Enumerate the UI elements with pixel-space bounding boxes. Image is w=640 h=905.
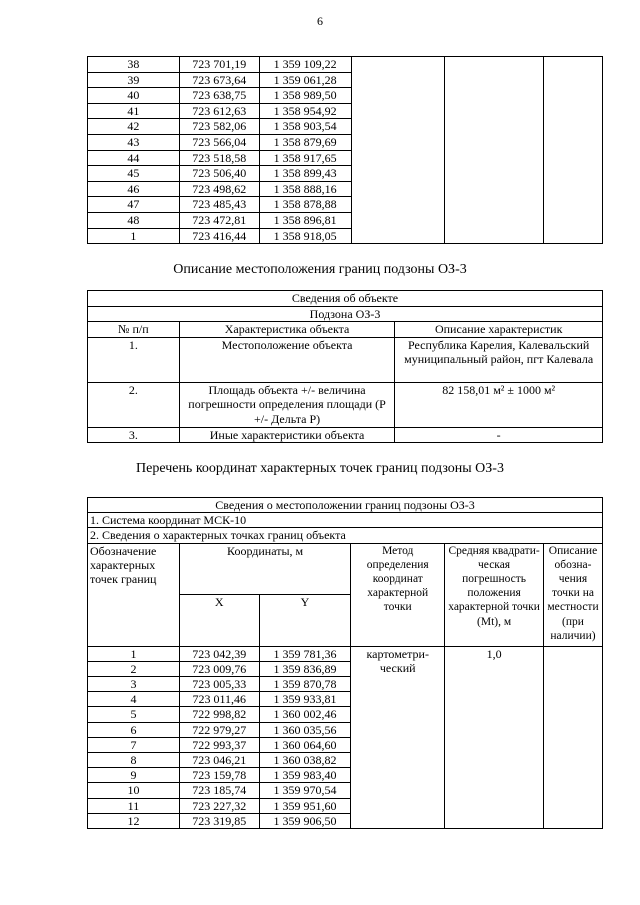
object-description-caption: Описание местоположения границ подзоны ОЗ-3	[173, 262, 467, 277]
point-number: 5	[88, 707, 180, 722]
point-number: 7	[88, 737, 180, 752]
col-error-header	[445, 543, 544, 646]
coord-y: 1 358 879,69	[259, 134, 351, 150]
point-number: 8	[88, 753, 180, 768]
coord-y: 1 359 836,89	[259, 661, 351, 676]
coord-x: 723 506,40	[179, 166, 259, 182]
coordinates-list-caption: Перечень координат характерных точек границ подзоны ОЗ-3	[136, 461, 504, 476]
point-number: 39	[88, 72, 180, 88]
coord-x: 722 993,37	[179, 737, 259, 752]
coord-y: 1 358 903,54	[259, 119, 351, 135]
coord-x: 723 673,64	[179, 72, 259, 88]
coord-y: 1 358 918,05	[259, 228, 351, 244]
col-x-header: X	[179, 595, 259, 647]
coord-x: 723 472,81	[179, 212, 259, 228]
coord-x: 723 416,44	[179, 228, 259, 244]
coord-x: 723 005,33	[179, 677, 259, 692]
coord-y: 1 360 002,46	[259, 707, 351, 722]
coord-x: 723 159,78	[179, 768, 259, 783]
coord-x: 722 998,82	[179, 707, 259, 722]
page-number: 6	[317, 14, 323, 28]
coord-y: 1 359 983,40	[259, 768, 351, 783]
coord-y: 1 358 896,81	[259, 212, 351, 228]
point-description-value	[543, 646, 602, 828]
point-number: 1	[88, 646, 180, 661]
point-number: 45	[88, 166, 180, 182]
coord-y: 1 359 933,81	[259, 692, 351, 707]
col-method-header: Метод определения координат характерной точки	[351, 543, 445, 646]
point-number: 46	[88, 181, 180, 197]
point-number: 38	[88, 57, 180, 73]
point-number: 47	[88, 197, 180, 213]
boundary-coordinates-table	[87, 497, 603, 829]
point-number: 9	[88, 768, 180, 783]
point-number: 48	[88, 212, 180, 228]
coord-x: 723 046,21	[179, 753, 259, 768]
point-number: 40	[88, 88, 180, 104]
col-y-header: Y	[259, 595, 351, 647]
subzone-header: Подзона ОЗ-3	[88, 306, 603, 322]
object-description-table	[87, 290, 603, 443]
row-description: 82 158,01 м² ± 1000 м²	[395, 382, 603, 427]
point-number: 12	[88, 813, 180, 828]
location-info-header: Сведения о местоположении границ подзоны ОЗ-3	[88, 498, 603, 513]
point-number: 1	[88, 228, 180, 244]
point-number: 6	[88, 722, 180, 737]
col-error-header-text: Средняя квадрати-ческая погрешность положения характерной точки (Mt), м	[448, 544, 540, 628]
description-cell	[544, 57, 603, 244]
coord-x: 723 701,19	[179, 57, 259, 73]
method-value: картометри-ческий	[351, 646, 445, 828]
coord-y: 1 360 064,60	[259, 737, 351, 752]
point-number: 4	[88, 692, 180, 707]
coord-x: 723 319,85	[179, 813, 259, 828]
coord-x: 723 485,43	[179, 197, 259, 213]
row-description: Республика Карелия, Калевальский муниципальный район, пгт Калевала	[395, 337, 603, 382]
row-characteristic: Местоположение объекта	[179, 337, 395, 382]
col-coordinates-header: Координаты, м	[179, 543, 350, 595]
coord-y: 1 359 061,28	[259, 72, 351, 88]
coord-y: 1 359 870,78	[259, 677, 351, 692]
coord-x: 723 009,76	[179, 661, 259, 676]
coordinate-system: 1. Система координат МСК-10	[88, 513, 603, 528]
object-info-header: Сведения об объекте	[88, 291, 603, 307]
point-number: 3	[88, 677, 180, 692]
coord-y: 1 359 970,54	[259, 783, 351, 798]
col-point-description-header: Описание обозна-чения точки на местности (при наличии)	[543, 543, 602, 646]
coord-y: 1 358 888,16	[259, 181, 351, 197]
coord-x: 723 042,39	[179, 646, 259, 661]
row-characteristic: Иные характеристики объекта	[179, 427, 395, 443]
coordinates-continuation-table	[87, 56, 603, 244]
coord-y: 1 360 035,56	[259, 722, 351, 737]
coord-x: 723 498,62	[179, 181, 259, 197]
coord-y: 1 359 109,22	[259, 57, 351, 73]
coord-x: 723 227,32	[179, 798, 259, 813]
col-characteristic-header: Характеристика объекта	[179, 322, 395, 338]
coord-y: 1 358 954,92	[259, 103, 351, 119]
coord-y: 1 359 951,60	[259, 798, 351, 813]
error-cell	[445, 57, 544, 244]
coord-x: 723 612,63	[179, 103, 259, 119]
coord-x: 723 185,74	[179, 783, 259, 798]
points-section-title: 2. Сведения о характерных точках границ объекта	[88, 528, 603, 543]
col-designation-header: Обозначение характерных точек границ	[88, 543, 180, 646]
col-number-header: № п/п	[88, 322, 180, 338]
coord-y: 1 359 781,36	[259, 646, 351, 661]
row-description: -	[395, 427, 603, 443]
point-number: 11	[88, 798, 180, 813]
table-row	[88, 57, 603, 73]
coord-x: 723 566,04	[179, 134, 259, 150]
point-number: 43	[88, 134, 180, 150]
table-row	[88, 646, 603, 661]
coord-x: 723 518,58	[179, 150, 259, 166]
row-characteristic: Площадь объекта +/- величина погрешности определения площади (Р +/- Дельта Р)	[179, 382, 395, 427]
coord-y: 1 358 917,65	[259, 150, 351, 166]
coord-x: 723 638,75	[179, 88, 259, 104]
error-value: 1,0	[445, 646, 544, 828]
coord-x: 723 582,06	[179, 119, 259, 135]
row-number: 1.	[88, 337, 180, 382]
coord-y: 1 360 038,82	[259, 753, 351, 768]
coord-x: 722 979,27	[179, 722, 259, 737]
coord-y: 1 358 899,43	[259, 166, 351, 182]
col-description-header: Описание характеристик	[395, 322, 603, 338]
row-number: 3.	[88, 427, 180, 443]
point-number: 42	[88, 119, 180, 135]
point-number: 44	[88, 150, 180, 166]
point-number: 41	[88, 103, 180, 119]
row-number: 2.	[88, 382, 180, 427]
point-number: 10	[88, 783, 180, 798]
coord-y: 1 359 906,50	[259, 813, 351, 828]
coord-x: 723 011,46	[179, 692, 259, 707]
coord-y: 1 358 989,50	[259, 88, 351, 104]
method-cell	[351, 57, 445, 244]
point-number: 2	[88, 661, 180, 676]
coord-y: 1 358 878,88	[259, 197, 351, 213]
